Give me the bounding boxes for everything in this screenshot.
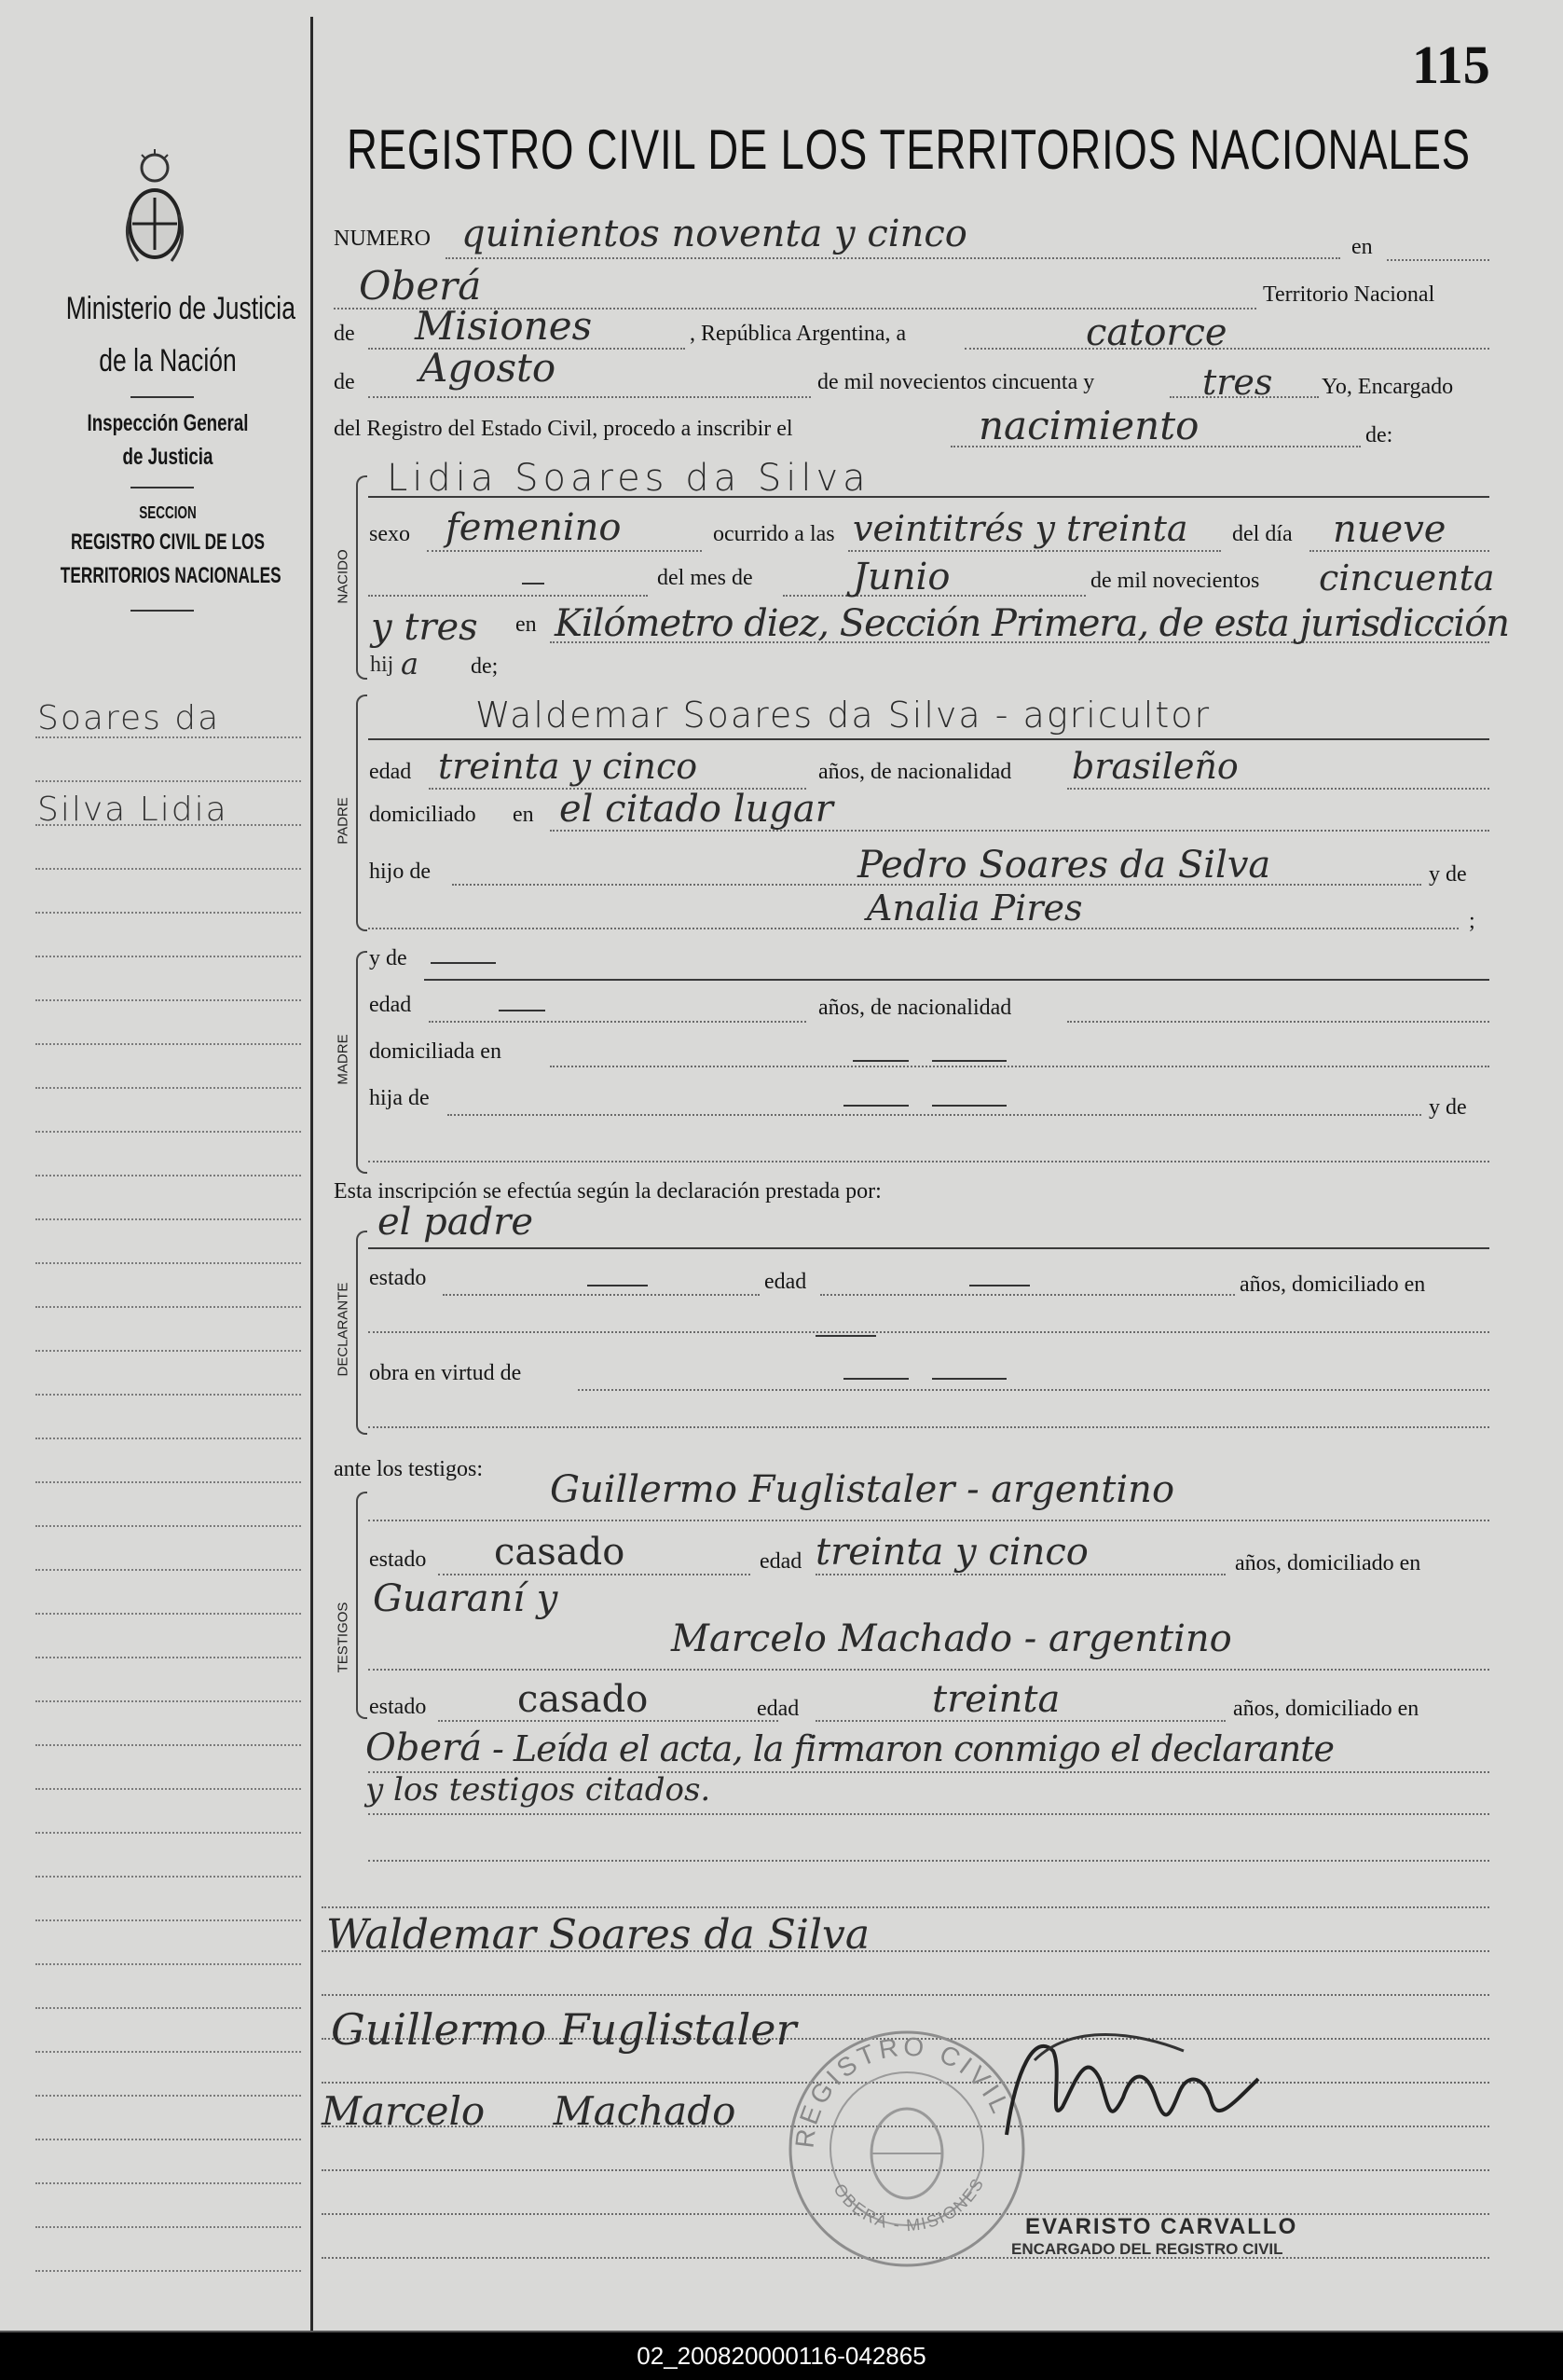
- madre-hija-line: [447, 1114, 1421, 1116]
- testigo2-value: Marcelo Machado - argentino: [671, 1617, 1232, 1660]
- madre-brace: [356, 951, 367, 1174]
- declarante-brace: [356, 1231, 367, 1435]
- margin-line: [35, 1744, 301, 1746]
- decl-edad-line: [820, 1294, 1235, 1296]
- anios-nac-label-padre: años, de nacionalidad: [818, 760, 1012, 784]
- footer-code: 02_200820000116-042865: [637, 2342, 926, 2370]
- coat-of-arms-icon: [119, 149, 190, 270]
- dash-mark-5: [932, 1060, 1007, 1062]
- margin-divider: [310, 17, 313, 2333]
- cierre-value-2: y los testigos citados.: [365, 1771, 711, 1809]
- republica-label: , República Argentina, a: [690, 322, 907, 346]
- edad-label-madre: edad: [369, 993, 412, 1017]
- madre-side-label: MADRE: [335, 1034, 351, 1085]
- y-de-label-madre: y de: [369, 946, 407, 970]
- margin-line: [35, 912, 301, 914]
- estado-label-decl: estado: [369, 1266, 427, 1290]
- inspection-label: Inspección General: [87, 410, 249, 436]
- madre-line: [424, 979, 1489, 981]
- signature-line: [322, 1994, 1489, 1996]
- margin-line: [35, 1218, 301, 1220]
- margin-line: [35, 1175, 301, 1176]
- obra-label: obra en virtud de: [369, 1361, 522, 1385]
- dash-mark-8: [587, 1285, 648, 1286]
- anio-value: tres: [1202, 362, 1273, 403]
- hija-de-label-madre: hija de: [369, 1086, 430, 1110]
- t2-edad-value: treinta: [932, 1678, 1061, 1721]
- abuelo-value: Pedro Soares da Silva: [857, 844, 1271, 887]
- margin-divider-short-2: [130, 487, 194, 488]
- testigos-side-label: TESTIGOS: [335, 1602, 351, 1673]
- t2-dom-value: Oberá: [365, 1727, 483, 1769]
- seal-bottom-text: OBERÁ - MISIONES: [829, 2174, 989, 2236]
- padre-line: [368, 738, 1489, 740]
- y-de-label-madre-2: y de: [1429, 1095, 1467, 1120]
- nacido-side-label: NACIDO: [335, 549, 351, 604]
- margin-line: [35, 780, 301, 782]
- acto-value: nacimiento: [979, 403, 1200, 448]
- hora-line: [848, 550, 1221, 552]
- dash-mark-2: [431, 962, 496, 964]
- edad-label-t1: edad: [760, 1549, 802, 1574]
- ministry-label-2: de la Nación: [99, 343, 237, 378]
- decl-estado-line: [443, 1294, 760, 1296]
- madre-dom-line: [550, 1066, 1489, 1067]
- page-number: 115: [1412, 34, 1490, 95]
- del-dia-label: del día: [1232, 522, 1293, 546]
- margin-line: [35, 956, 301, 957]
- margin-line: [35, 1613, 301, 1615]
- margin-line: [35, 999, 301, 1001]
- de-label-2: de: [334, 370, 355, 394]
- inspection-label-2: de Justicia: [122, 444, 213, 470]
- semicolon-label: ;: [1469, 909, 1475, 933]
- hijo-de-label: hijo de: [369, 860, 431, 884]
- t1-dom-value: Guaraní y: [373, 1577, 558, 1620]
- official-role: ENCARGADO DEL REGISTRO CIVIL: [1011, 2240, 1283, 2258]
- dia-value: catorce: [1086, 311, 1227, 354]
- margin-name-1: Soares da: [37, 699, 221, 737]
- mes-value: Agosto: [419, 345, 556, 391]
- declarante-line: [368, 1247, 1489, 1249]
- margin-line: [35, 2051, 301, 2053]
- hij-a-value: a: [401, 646, 419, 681]
- dash-mark-1: [522, 583, 544, 585]
- padre-dom-value: el citado lugar: [559, 788, 833, 831]
- margin-line: [35, 1306, 301, 1308]
- margin-line: [35, 2270, 301, 2272]
- margin-line: [35, 1876, 301, 1878]
- margin-line: [35, 1131, 301, 1133]
- margin-line: [35, 1350, 301, 1352]
- margin-line: [35, 1657, 301, 1658]
- numero-line: [446, 257, 1340, 259]
- domiciliada-label: domiciliada en: [369, 1039, 501, 1064]
- testigos-brace: [356, 1492, 367, 1719]
- de-mil-label: de mil novecientos cincuenta y: [817, 370, 1095, 394]
- testigo1-line: [368, 1520, 1489, 1521]
- numero-value: quinientos noventa y cinco: [461, 213, 967, 255]
- dash-mark-9: [969, 1285, 1030, 1286]
- madre-blank-line: [368, 1161, 1489, 1162]
- hija-de-label: de;: [471, 654, 499, 679]
- anios-dom-label-t1: años, domiciliado en: [1235, 1551, 1421, 1575]
- de-mil-nov-label: de mil novecientos: [1090, 569, 1260, 593]
- nacido-brace: [356, 475, 367, 680]
- padre-brace: [356, 695, 367, 931]
- margin-divider-short-3: [130, 610, 194, 612]
- signature-1: Waldemar Soares da Silva: [326, 1911, 871, 1959]
- obra-blank-line: [368, 1426, 1489, 1428]
- t2-estado-value: casado: [517, 1678, 649, 1721]
- lugar-value: Oberá: [359, 263, 482, 309]
- registry-label-2: TERRITORIOS NACIONALES: [60, 563, 281, 588]
- hij-prefix: hij: [370, 653, 394, 677]
- territorio-label: Territorio Nacional: [1263, 282, 1435, 307]
- dash-mark-4: [853, 1060, 909, 1062]
- en-label: en: [1351, 235, 1373, 259]
- t1-edad-line: [816, 1574, 1226, 1575]
- margin-line: [35, 1438, 301, 1439]
- madre-edad-line: [429, 1021, 806, 1023]
- margin-line: [35, 1481, 301, 1483]
- sexo-line: [427, 550, 702, 552]
- cierre-line-2: [368, 1813, 1489, 1815]
- margin-line: [35, 868, 301, 870]
- hora-value: veintitrés y treinta: [853, 508, 1188, 549]
- signature-3: Marcelo Machado: [322, 2088, 736, 2134]
- yo-label: Yo, Encargado: [1322, 375, 1454, 399]
- de-colon-label: de:: [1365, 423, 1393, 447]
- dash-mark-12: [932, 1378, 1007, 1380]
- margin-line: [35, 824, 301, 826]
- declarante-value: el padre: [377, 1201, 534, 1244]
- en-label-2: en: [515, 612, 537, 637]
- anios-dom-label-t2: años, domiciliado en: [1233, 1697, 1419, 1721]
- margin-line: [35, 2182, 301, 2184]
- dash-mark-10: [816, 1335, 876, 1337]
- dash-mark-11: [843, 1378, 909, 1380]
- margin-line: [35, 1043, 301, 1045]
- padre-value: Waldemar Soares da Silva - agricultor: [475, 695, 1212, 736]
- del-mes-label: del mes de: [657, 566, 753, 590]
- t1-estado-value: casado: [494, 1531, 625, 1574]
- registry-label: REGISTRO CIVIL DE LOS: [70, 530, 266, 555]
- t1-edad-value: treinta y cinco: [816, 1531, 1089, 1574]
- margin-name-2: Silva Lidia: [37, 791, 228, 829]
- padre-edad-value: treinta y cinco: [438, 746, 698, 787]
- anio-nac-value: cincuenta: [1319, 557, 1495, 598]
- lugar-nac-value: Kilómetro diez, Sección Primera, de esta jurisdicción: [555, 602, 1510, 645]
- margin-line: [35, 1919, 301, 1921]
- margin-line: [35, 1963, 301, 1965]
- cierre-value: - Leída el acta, la firmaron conmigo el declarante: [492, 1728, 1334, 1769]
- ministry-label: Ministerio de Justicia: [65, 291, 295, 326]
- testigo1-value: Guillermo Fuglistaler - argentino: [550, 1468, 1175, 1511]
- signature-line: [322, 1906, 1489, 1908]
- territorio-value: Misiones: [415, 303, 593, 349]
- de-label-1: de: [334, 322, 355, 346]
- domiciliado-en-label-padre: en: [513, 803, 534, 827]
- sexo-value: femenino: [446, 506, 622, 549]
- dia-nac-value: nueve: [1333, 508, 1446, 551]
- sexo-label: sexo: [369, 522, 410, 546]
- margin-line: [35, 1788, 301, 1790]
- nombre-value: Lidia Soares da Silva: [387, 457, 871, 500]
- margin-line: [35, 1832, 301, 1834]
- official-name: EVARISTO CARVALLO: [1025, 2214, 1298, 2239]
- abuela-value: Analia Pires: [867, 887, 1083, 929]
- document-title: REGISTRO CIVIL DE LOS TERRITORIOS NACIONALES: [347, 118, 1471, 181]
- margin-line: [35, 2007, 301, 2009]
- numero-label: NUMERO: [334, 227, 432, 251]
- blank-line-1: [368, 595, 648, 597]
- signature-2: Guillermo Fuglistaler: [331, 2004, 797, 2055]
- registry-seal: [781, 2023, 1033, 2275]
- en-line: [1387, 259, 1489, 261]
- mes-line: [368, 396, 811, 398]
- margin-line: [35, 2226, 301, 2228]
- margin-line: [35, 2095, 301, 2097]
- y-de-label-padre: y de: [1429, 862, 1467, 887]
- dash-mark-7: [932, 1105, 1007, 1107]
- decl-blank-line: [368, 1331, 1489, 1333]
- declarante-side-label: DECLARANTE: [335, 1282, 351, 1377]
- estado-label-t1: estado: [369, 1548, 427, 1572]
- anios-nac-label-madre: años, de nacionalidad: [818, 996, 1012, 1020]
- margin-line: [35, 1087, 301, 1089]
- official-signature: [997, 2014, 1277, 2163]
- dash-mark-6: [843, 1105, 909, 1107]
- edad-label-decl: edad: [764, 1270, 807, 1294]
- seccion-label: SECCION: [139, 503, 197, 522]
- inscripcion-label: Esta inscripción se efectúa según la declaración prestada por:: [334, 1179, 882, 1204]
- dash-mark-3: [499, 1010, 545, 1011]
- margin-line: [35, 1394, 301, 1396]
- seal-top-text: REGISTRO CIVIL: [789, 2031, 1017, 2150]
- mes-nac-value: Junio: [853, 556, 951, 598]
- margin-line: [35, 1525, 301, 1527]
- t1-estado-line: [438, 1574, 750, 1575]
- margin-line: [35, 1700, 301, 1702]
- margin-line: [35, 2139, 301, 2140]
- margin-divider-short: [130, 396, 194, 398]
- padre-nac-value: brasileño: [1072, 746, 1239, 787]
- margin-line: [35, 1569, 301, 1571]
- obra-line: [578, 1389, 1489, 1391]
- padre-side-label: PADRE: [335, 797, 351, 845]
- margin-line: [35, 736, 301, 738]
- anios-dom-label-decl: años, domiciliado en: [1240, 1273, 1426, 1297]
- ante-label: ante los testigos:: [334, 1457, 483, 1481]
- ocurrido-label: ocurrido a las: [713, 522, 835, 546]
- padre-nac-line: [1067, 788, 1489, 790]
- anio-nac-value-2: y tres: [371, 606, 478, 649]
- cierre-line-3: [368, 1860, 1489, 1862]
- estado-label-t2: estado: [369, 1695, 427, 1719]
- del-registro-label: del Registro del Estado Civil, procedo a inscribir el: [334, 417, 793, 441]
- madre-nac-line: [1067, 1021, 1489, 1023]
- domiciliado-label-padre: domiciliado: [369, 803, 476, 827]
- testigo2-line: [368, 1669, 1489, 1671]
- margin-line: [35, 1262, 301, 1264]
- edad-label-t2: edad: [757, 1697, 800, 1721]
- edad-label-padre: edad: [369, 760, 412, 784]
